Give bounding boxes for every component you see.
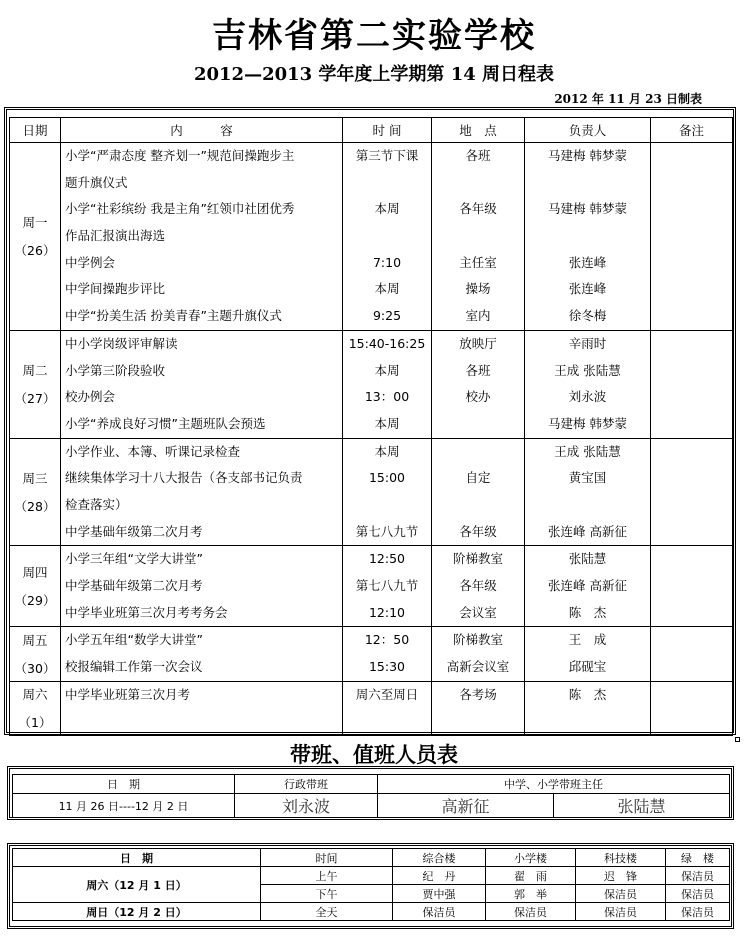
place-column	[432, 546, 525, 627]
time-cell: 本周	[374, 362, 400, 378]
person-cell: 王 成	[568, 632, 607, 648]
content-line: 中学基础年级第二次月考	[65, 523, 203, 539]
cleaning-sun-label: 周日（12 月 2 日）	[13, 903, 261, 921]
content-column	[61, 546, 343, 627]
schedule-day-row	[10, 546, 733, 627]
time-cell: 本周	[374, 443, 400, 459]
place-cell	[436, 411, 520, 438]
cleaning-sat-label: 周六（12 月 1 日）	[13, 867, 261, 903]
cleaning-row-sun	[13, 903, 730, 921]
time-cell	[347, 492, 427, 519]
made-date: 2012 年 11 月 23 日制表	[554, 92, 702, 106]
content-line: 小学“社彩缤纷 我是主角”红领巾社团优秀	[65, 201, 295, 217]
header-remark: 备注	[651, 118, 733, 143]
cleaning-header-row	[13, 849, 730, 867]
duty-admin: 刘永波	[235, 794, 378, 818]
place-cell: 放映厅	[459, 335, 497, 351]
cleaning-cell: 纪 丹	[393, 867, 486, 885]
time-cell: 12:10	[368, 604, 406, 620]
place-cell: 会议室	[459, 604, 497, 620]
day-name: 周一	[22, 215, 48, 231]
day-name: 周四	[22, 565, 48, 581]
time-cell: 15:30	[368, 659, 406, 675]
person-cell: 邱砚宝	[568, 659, 607, 675]
cleaning-cell: 保洁员	[576, 885, 666, 903]
content-line: 中小学岗级评审解读	[65, 335, 178, 351]
day-name: 周二	[22, 363, 48, 379]
day-cell	[10, 546, 61, 627]
header-place: 地 点	[432, 118, 525, 143]
place-cell: 各年级	[459, 523, 497, 539]
duty-header-teachers: 中学、小学带班主任	[378, 775, 730, 794]
time-cell: 9:25	[372, 308, 402, 324]
time-cell: 第三节下课	[355, 148, 419, 163]
schedule-day-row	[10, 143, 733, 331]
duty-header-date: 日 期	[13, 775, 235, 794]
person-column	[525, 681, 651, 735]
person-cell	[529, 492, 646, 519]
person-cell	[529, 223, 646, 250]
person-column	[525, 438, 651, 546]
person-cell: 辛雨时	[568, 335, 607, 351]
time-cell: 周六至周日	[355, 686, 419, 702]
cleaning-cell: 保洁员	[486, 903, 576, 921]
content-column	[61, 143, 343, 331]
cleaning-cell: 迟 锋	[576, 867, 666, 885]
place-cell: 各考场	[459, 686, 497, 702]
day-cell	[10, 627, 61, 681]
content-line: 小学“养成良好习惯”主题班队会预选	[65, 415, 266, 431]
remark-cell	[651, 438, 733, 546]
day-name: 周三	[22, 470, 48, 486]
place-cell: 室内	[465, 308, 491, 324]
content-line: 中学例会	[65, 254, 116, 270]
resize-handle[interactable]	[735, 737, 740, 742]
place-column	[432, 143, 525, 331]
person-cell: 马建梅 韩梦蒙	[548, 415, 627, 431]
cleaning-cell: 郭 举	[486, 885, 576, 903]
person-cell	[529, 708, 646, 735]
day-date: （28）	[14, 498, 56, 514]
header-date: 日期	[10, 118, 61, 143]
person-cell: 张连峰 高新征	[548, 578, 627, 593]
person-cell: 张连峰	[568, 281, 607, 297]
time-column	[343, 438, 432, 546]
time-cell: 本周	[374, 415, 400, 431]
schedule-day-row	[10, 681, 733, 735]
person-cell: 陈 杰	[568, 686, 607, 702]
time-cell: 13：00	[364, 389, 410, 405]
content-line: 小学“严肃态度 整齐划一”规范间操跑步主	[65, 148, 295, 163]
time-cell: 第七八九节	[355, 523, 419, 539]
place-cell: 各年级	[459, 578, 497, 593]
person-cell: 刘永波	[568, 389, 607, 405]
time-cell: 12:50	[368, 551, 406, 567]
person-cell: 张陆慧	[568, 551, 607, 567]
place-cell	[436, 439, 520, 466]
time-cell: 15:00	[368, 470, 406, 486]
content-column	[61, 330, 343, 438]
person-cell: 张连峰 高新征	[548, 523, 627, 539]
time-column	[343, 330, 432, 438]
content-line: 小学作业、本簿、听课记录检查	[65, 443, 241, 459]
cleaning-cell: 保洁员	[576, 903, 666, 921]
cleaning-cell: 全天	[261, 903, 393, 921]
cleaning-row-sat-am	[13, 867, 730, 885]
time-cell	[347, 223, 427, 250]
duty-date: 11 月 26 日----12 月 2 日	[13, 794, 235, 818]
header-person: 负责人	[525, 118, 651, 143]
content-column	[61, 681, 343, 735]
person-cell	[529, 170, 646, 197]
place-cell: 阶梯教室	[452, 632, 503, 648]
cleaning-header-green: 绿 楼	[666, 849, 730, 867]
place-cell: 阶梯教室	[452, 551, 503, 567]
school-title: 吉林省第二实验学校	[212, 16, 536, 56]
place-cell: 操场	[465, 281, 491, 297]
cleaning-cell: 保洁员	[666, 885, 730, 903]
person-column	[525, 330, 651, 438]
content-line: 中学间操跑步评比	[65, 281, 166, 297]
content-line: 小学五年组“数学大讲堂”	[65, 632, 203, 648]
place-cell	[436, 170, 520, 197]
person-cell: 陈 杰	[568, 604, 607, 620]
place-cell: 各班	[465, 362, 491, 378]
time-column	[343, 546, 432, 627]
content-line: 检查落实）	[65, 496, 128, 512]
duty-row	[13, 794, 730, 818]
duty-teacher-primary: 张陆慧	[554, 794, 730, 818]
header-time: 时 间	[343, 118, 432, 143]
time-cell: 第七八九节	[355, 578, 419, 593]
schedule-day-row	[10, 330, 733, 438]
duty-table	[12, 774, 730, 818]
person-column	[525, 627, 651, 681]
content-line: 作品汇报演出海选	[65, 228, 166, 244]
day-date: （30）	[14, 661, 56, 677]
day-date: （1）	[18, 715, 52, 731]
place-column	[432, 681, 525, 735]
remark-cell	[651, 546, 733, 627]
person-cell: 马建梅 韩梦蒙	[548, 201, 627, 217]
content-column	[61, 438, 343, 546]
time-cell: 12：50	[364, 632, 410, 648]
place-cell	[436, 223, 520, 250]
header-content: 内 容	[61, 118, 343, 143]
time-column	[343, 681, 432, 735]
time-cell	[347, 170, 427, 197]
cleaning-header-time: 时间	[261, 849, 393, 867]
day-name: 周六	[22, 687, 48, 703]
place-cell: 自定	[465, 470, 491, 486]
schedule-subtitle: 2012—2013 学年度上学期第 14 周日程表	[193, 64, 555, 85]
content-line: 中学毕业班第三次月考考务会	[65, 604, 228, 620]
time-cell: 本周	[374, 281, 400, 297]
duty-header-admin: 行政带班	[235, 775, 378, 794]
duty-title: 带班、值班人员表	[290, 742, 458, 767]
place-column	[432, 627, 525, 681]
place-cell: 校办	[465, 389, 491, 405]
day-cell	[10, 438, 61, 546]
place-cell: 高新会议室	[446, 659, 510, 675]
duty-teacher-middle: 高新征	[378, 794, 554, 818]
cleaning-header-primary: 小学楼	[486, 849, 576, 867]
duty-header-row	[13, 775, 730, 794]
time-cell: 7:10	[372, 254, 402, 270]
cleaning-cell: 保洁员	[393, 903, 486, 921]
day-date: （27）	[14, 391, 56, 407]
place-cell	[436, 708, 520, 735]
cleaning-cell: 下午	[261, 885, 393, 903]
cleaning-header-date: 日 期	[13, 849, 261, 867]
person-cell: 徐冬梅	[568, 308, 607, 324]
cleaning-header-complex: 综合楼	[393, 849, 486, 867]
person-column	[525, 546, 651, 627]
day-cell	[10, 330, 61, 438]
place-cell: 各年级	[459, 201, 497, 217]
day-date: （29）	[14, 593, 56, 609]
cleaning-cell: 上午	[261, 867, 393, 885]
content-line: 小学三年组“文学大讲堂”	[65, 551, 203, 567]
content-line: 中学“扮美生活 扮美青春”主题升旗仪式	[65, 308, 282, 324]
schedule-header-row	[10, 118, 733, 143]
cleaning-cell: 翟 雨	[486, 867, 576, 885]
person-column	[525, 143, 651, 331]
place-cell	[436, 492, 520, 519]
content-column	[61, 627, 343, 681]
content-line	[65, 708, 338, 735]
remark-cell	[651, 330, 733, 438]
cleaning-cell: 保洁员	[666, 867, 730, 885]
time-column	[343, 143, 432, 331]
content-line: 校报编辑工作第一次会议	[65, 659, 203, 675]
day-cell	[10, 143, 61, 331]
schedule-day-row	[10, 627, 733, 681]
schedule-day-row	[10, 438, 733, 546]
person-cell: 王成 张陆慧	[554, 443, 621, 459]
content-line: 小学第三阶段验收	[65, 362, 166, 378]
day-name: 周五	[22, 633, 48, 649]
content-line: 中学基础年级第二次月考	[65, 578, 203, 593]
person-cell: 马建梅 韩梦蒙	[548, 148, 627, 163]
remark-cell	[651, 681, 733, 735]
place-cell: 主任室	[459, 254, 497, 270]
cleaning-cell: 保洁员	[666, 903, 730, 921]
remark-cell	[651, 143, 733, 331]
day-cell	[10, 681, 61, 735]
cleaning-table	[12, 848, 730, 921]
content-line: 题升旗仪式	[65, 174, 128, 190]
content-line: 校办例会	[65, 389, 116, 405]
content-line: 中学毕业班第三次月考	[65, 686, 191, 702]
person-cell: 张连峰	[568, 254, 607, 270]
person-cell: 黄宝国	[568, 470, 607, 486]
remark-cell	[651, 627, 733, 681]
place-cell: 各班	[465, 148, 491, 163]
cleaning-header-tech: 科技楼	[576, 849, 666, 867]
time-column	[343, 627, 432, 681]
time-cell: 15:40-16:25	[348, 335, 426, 351]
person-cell: 王成 张陆慧	[554, 362, 621, 378]
schedule-table	[9, 117, 733, 736]
time-cell: 本周	[374, 201, 400, 217]
place-column	[432, 438, 525, 546]
day-date: （26）	[14, 243, 56, 259]
place-column	[432, 330, 525, 438]
cleaning-cell: 贾中强	[393, 885, 486, 903]
content-line: 继续集体学习十八大报告（各支部书记负责	[65, 470, 303, 486]
time-cell	[347, 708, 427, 735]
